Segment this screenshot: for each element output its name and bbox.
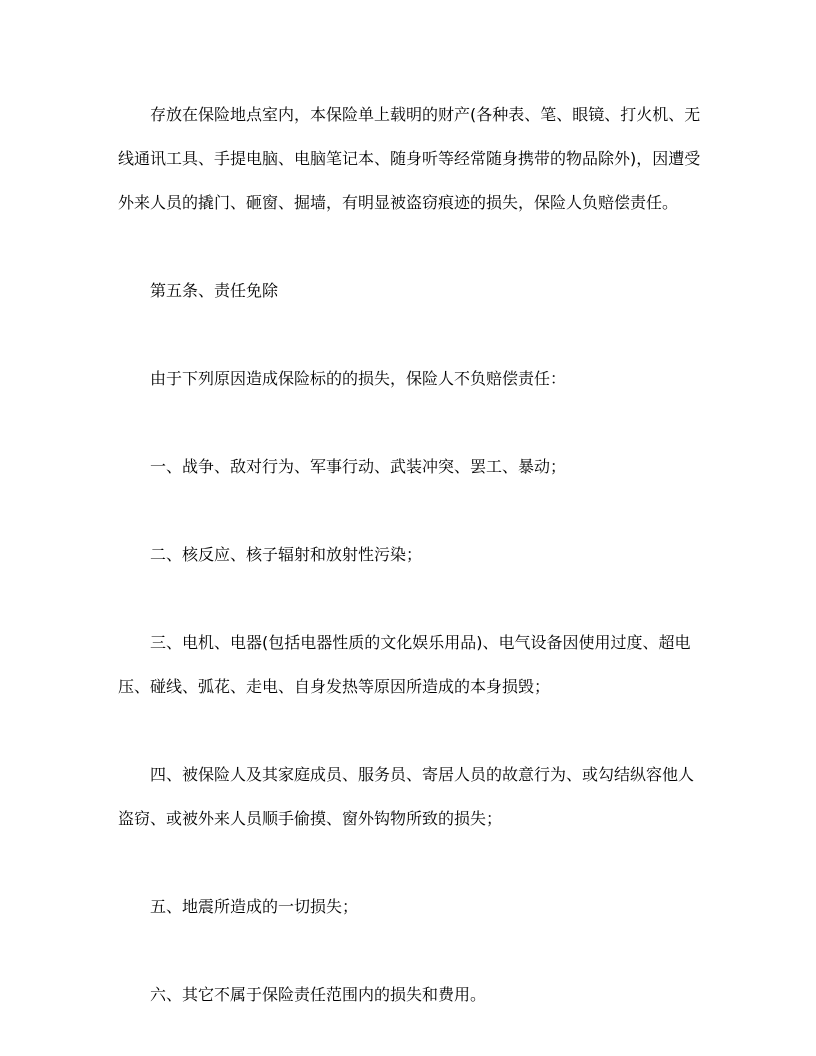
paragraph-gap (118, 929, 706, 973)
exclusion-item-1: 一、战争、敌对行为、军事行动、武装冲突、罢工、暴动； (150, 457, 567, 476)
paragraph-gap (118, 577, 706, 621)
paragraph-theft-coverage: 存放在保险地点室内，本保险单上载明的财产(各种表、笔、眼镜、打火机、无线通讯工具、手提电脑、电脑笔记本、随身听等经常随身携带的物品除外)，因遭受外来人员的撬门、砸窗、掘墙，有明显被盗窃痕迹的损失，保险人负赔偿责任。 (118, 105, 701, 212)
paragraph-gap (118, 489, 706, 533)
paragraph-gap (118, 401, 706, 445)
section-heading-exclusions: 第五条、责任免除 (150, 281, 279, 300)
exclusion-item-2: 二、核反应、核子辐射和放射性污染； (150, 545, 423, 564)
exclusion-item-6: 六、其它不属于保险责任范围内的损失和费用。 (150, 985, 487, 1004)
paragraph-gap (118, 313, 706, 357)
paragraph-gap (118, 225, 706, 269)
paragraph-gap (118, 709, 706, 753)
exclusion-item-3: 三、电机、电器(包括电器性质的文化娱乐用品)、电气设备因使用过度、超电压、碰线、弧花、走电、自身发热等原因所造成的本身损毁； (118, 633, 691, 696)
paragraph-exclusions-intro: 由于下列原因造成保险标的的损失，保险人不负赔偿责任： (150, 369, 567, 388)
exclusion-item-5: 五、地震所造成的一切损失； (150, 897, 359, 916)
exclusion-item-4: 四、被保险人及其家庭成员、服务员、寄居人员的故意行为、或勾结纵容他人盗窃、或被外来人员顺手偷摸、窗外钩物所致的损失； (118, 765, 695, 828)
paragraph-gap (118, 841, 706, 885)
